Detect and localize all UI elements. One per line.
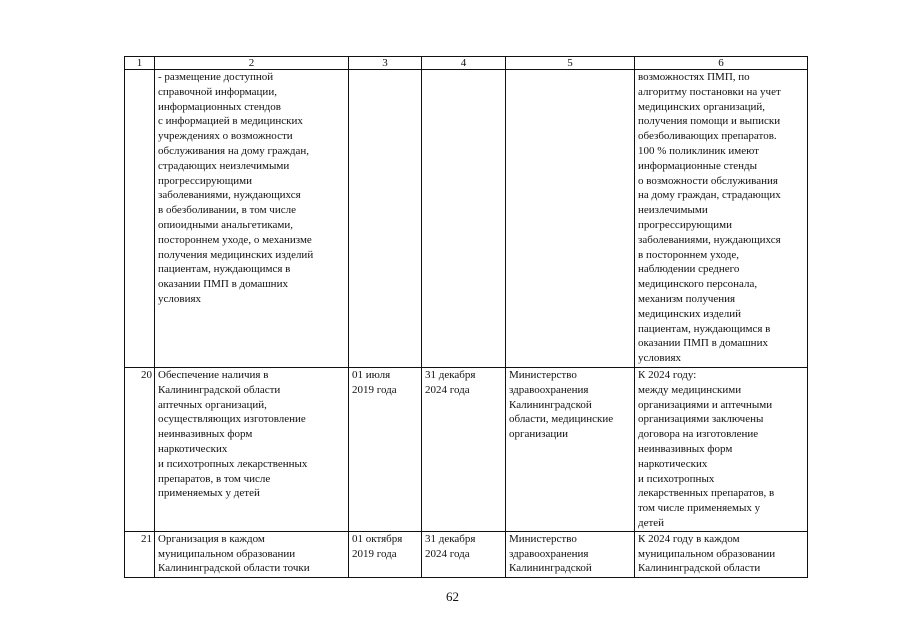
end-date-text: 31 декабря 2024 года <box>425 369 476 396</box>
activity-text: Обеспечение наличия в Калининградской области аптечных организаций, осуществляющих изготовление неинвазивных форм наркотических и психотропных лекарственных препаратов, в том числе применяемых у детей <box>158 369 308 500</box>
row-number: 20 <box>125 368 155 532</box>
table-header-row <box>125 57 808 70</box>
start-date-text: 01 июля 2019 года <box>352 369 397 396</box>
start-date-cell <box>349 531 422 577</box>
result-text: К 2024 году в каждом муниципальном образовании Калининградской области <box>638 532 776 575</box>
result-cell <box>635 70 808 368</box>
result-text: возможностях ПМП, по алгоритму постановки на учет медицинских организаций, получения помощи и выписки обезболивающих препаратов. 100 % поликлиник имеют информационные стенды о возможности обслуживания на дому граждан, страдающих неизлечимыми прогрессирующими заболеваниями, нуждающихся в постороннем уходе, наблюдении среднего медицинского персонала, механизм получения медицинских изделий пациентам, нуждающимся в оказании ПМП в домашних условиях <box>638 71 781 365</box>
end-date-cell <box>422 70 506 368</box>
table-row <box>125 368 808 532</box>
result-cell <box>635 531 808 577</box>
plan-table <box>124 56 808 578</box>
result-cell <box>635 368 808 532</box>
page-number: 62 <box>446 589 459 604</box>
end-date-cell <box>422 368 506 532</box>
start-date-cell <box>349 70 422 368</box>
column-header: 1 <box>125 57 155 70</box>
end-date-text: 31 декабря 2024 года <box>425 532 476 560</box>
column-header: 5 <box>506 57 635 70</box>
column-header: 4 <box>422 57 506 70</box>
table-row <box>125 70 808 368</box>
responsible-text: Министерство здравоохранения Калининградской области, медицинские организации <box>509 369 614 441</box>
activity-text: Организация в каждом муниципальном образовании Калининградской области точки <box>158 532 310 575</box>
responsible-cell <box>506 368 635 532</box>
result-text: К 2024 году: между медицинскими организациями и аптечными организациями заключены договора на изготовление неинвазивных форм наркотических и психотропных лекарственных препаратов, в том числе применяемых у детей <box>638 369 775 529</box>
activity-cell <box>155 531 349 577</box>
activity-cell <box>155 70 349 368</box>
end-date-cell <box>422 531 506 577</box>
column-header: 6 <box>635 57 808 70</box>
responsible-text: Министерство здравоохранения Калининградской <box>509 532 592 575</box>
start-date-text: 01 октября 2019 года <box>352 532 403 560</box>
responsible-cell <box>506 70 635 368</box>
column-header: 2 <box>155 57 349 70</box>
start-date-cell <box>349 368 422 532</box>
table-row <box>125 531 808 577</box>
row-number <box>125 70 155 368</box>
column-header: 3 <box>349 57 422 70</box>
activity-cell <box>155 368 349 532</box>
responsible-cell <box>506 531 635 577</box>
row-number: 21 <box>125 531 155 577</box>
activity-text: - размещение доступной справочной информации, информационных стендов с информацией в медицинских учреждениях о возможности обслуживания на дому граждан, страдающих неизлечимыми прогрессирующими заболеваниями, нуждающихся в обезболивании, в том числе опиоидными анальгетиками, постороннем уходе, о механизме получения медицинских изделий пациентам, нуждающимся в оказании ПМП в домашних условиях <box>158 71 314 305</box>
